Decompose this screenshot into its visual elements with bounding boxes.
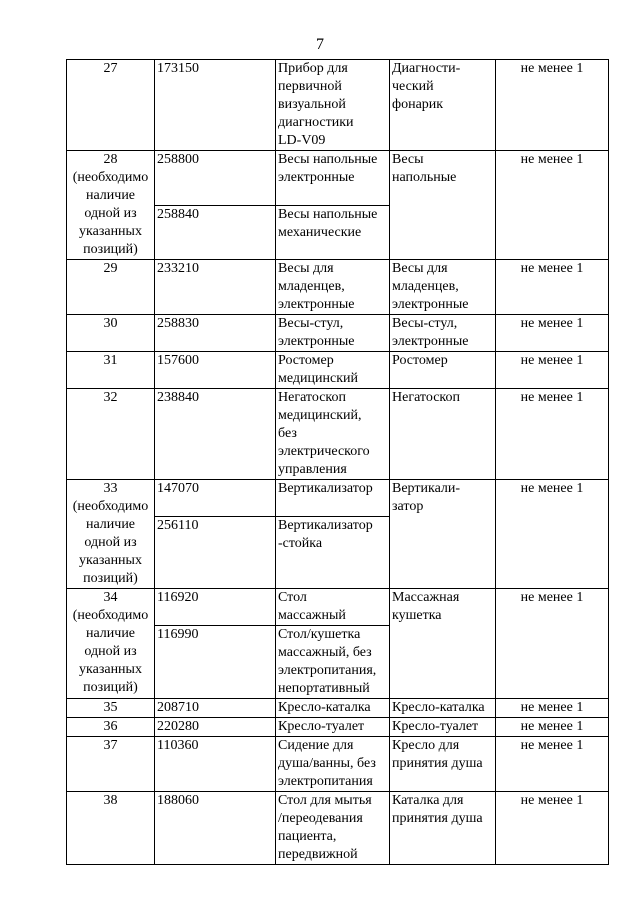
cell-text-line: душа/ванны, без: [278, 756, 376, 771]
cell-text-line: наличие: [85, 517, 136, 532]
cell-text-line: 116990: [157, 627, 199, 642]
cell-text-line: Вертикализатор: [278, 517, 373, 533]
cell-text-line: Стол для мытья: [278, 793, 372, 808]
cell-text-line: не менее 1: [520, 481, 584, 496]
cell-text-line: диагностики: [278, 115, 354, 130]
cell-text-line: электронные: [278, 170, 355, 185]
cell-text-line: кушетка: [392, 608, 442, 623]
code-cell: [155, 151, 276, 206]
type-cell: [390, 792, 496, 865]
cell-text-line: Весы для: [278, 261, 334, 276]
cell-text-line: передвижной: [278, 847, 358, 862]
cell-text-line: Весы-стул,: [392, 316, 458, 331]
cell-text-line: Весы для: [392, 261, 448, 276]
cell-text-line: 34: [103, 590, 118, 605]
name-cell: [276, 205, 390, 260]
cell-text-line: фонарик: [392, 97, 444, 112]
cell-text-line: не менее 1: [520, 738, 584, 753]
table-row: [67, 389, 609, 480]
cell-text-line: Массажная: [392, 590, 460, 605]
cell-text-line: Диагности-: [392, 61, 461, 76]
code-cell: [155, 718, 276, 737]
cell-text-line: Кресло-туалет: [278, 719, 365, 734]
cell-text-line: механические: [278, 224, 362, 240]
cell-text-line: Стол/кушетка: [278, 627, 361, 642]
code-cell: [155, 516, 276, 588]
cell-text-line: одной из: [84, 535, 137, 550]
cell-text-line: 32: [103, 390, 118, 405]
quantity-cell: [496, 260, 609, 315]
cell-text-line: не менее 1: [520, 61, 584, 76]
cell-text-line: указанных: [79, 662, 142, 677]
name-cell: [276, 737, 390, 792]
cell-text-line: 220280: [157, 719, 199, 734]
cell-text-line: одной из: [84, 206, 137, 221]
table-row: [67, 315, 609, 352]
item-number-cell: [67, 737, 155, 792]
code-cell: [155, 589, 276, 626]
table-row: [67, 792, 609, 865]
item-number-cell: [67, 260, 155, 315]
cell-text-line: 258830: [157, 316, 199, 331]
cell-text-line: управления: [278, 462, 347, 477]
type-cell: [390, 480, 496, 589]
name-cell: [276, 260, 390, 315]
cell-text-line: не менее 1: [520, 152, 584, 167]
type-cell: [390, 389, 496, 480]
quantity-cell: [496, 792, 609, 865]
cell-text-line: 116920: [157, 590, 199, 605]
cell-text-line: электронные: [392, 334, 469, 349]
code-cell: [155, 792, 276, 865]
code-cell: [155, 315, 276, 352]
name-cell: [276, 389, 390, 480]
cell-text-line: массажный: [278, 608, 346, 623]
item-number-cell: [67, 151, 155, 260]
quantity-cell: [496, 352, 609, 389]
cell-text-line: указанных: [79, 224, 142, 239]
cell-text-line: не менее 1: [520, 261, 584, 276]
cell-text-line: 36: [103, 719, 118, 734]
type-cell: [390, 352, 496, 389]
cell-text-line: 188060: [157, 793, 199, 808]
cell-text-line: не менее 1: [520, 700, 584, 715]
cell-text-line: напольные: [392, 170, 457, 185]
cell-text-line: 173150: [157, 61, 199, 76]
cell-text-line: Кресло-каталка: [278, 700, 371, 715]
item-number-cell: [67, 718, 155, 737]
cell-text-line: (необходимо: [72, 499, 149, 514]
cell-text-line: 258840: [157, 206, 199, 222]
cell-text-line: не менее 1: [520, 353, 584, 368]
table-row: [67, 352, 609, 389]
cell-text-line: -стойка: [278, 535, 323, 551]
cell-text-line: без: [278, 426, 297, 441]
cell-text-line: 38: [103, 793, 118, 808]
code-cell: [155, 737, 276, 792]
name-cell: [276, 626, 390, 699]
cell-text-line: принятия душа: [392, 811, 483, 826]
cell-text-line: 238840: [157, 390, 199, 405]
cell-text-line: Кресло-туалет: [392, 719, 479, 734]
name-cell: [276, 718, 390, 737]
cell-text-line: Каталка для: [392, 793, 464, 808]
name-cell: [276, 516, 390, 588]
cell-text-line: (необходимо: [72, 170, 149, 185]
cell-text-line: Стол: [278, 590, 307, 605]
cell-text-line: /переодевания: [278, 811, 363, 826]
cell-text-line: не менее 1: [520, 316, 584, 331]
table-row: [67, 699, 609, 718]
code-cell: [155, 480, 276, 517]
table-row: [67, 589, 609, 626]
cell-text-line: электронные: [278, 297, 355, 312]
cell-text-line: медицинский: [278, 371, 358, 386]
cell-text-line: LD-V09: [278, 133, 326, 148]
cell-text-line: затор: [392, 499, 424, 514]
name-cell: [276, 315, 390, 352]
type-cell: [390, 589, 496, 699]
equipment-table: [66, 59, 609, 865]
cell-text-line: 30: [103, 316, 118, 331]
cell-text-line: 31: [103, 353, 118, 368]
quantity-cell: [496, 315, 609, 352]
cell-text-line: пациента,: [278, 829, 337, 844]
cell-text-line: принятия душа: [392, 756, 483, 771]
cell-text-line: указанных: [79, 553, 142, 568]
quantity-cell: [496, 60, 609, 151]
name-cell: [276, 699, 390, 718]
name-cell: [276, 589, 390, 626]
cell-text-line: электрического: [278, 444, 370, 459]
page-number: 7: [316, 36, 324, 53]
table-row: [67, 151, 609, 206]
cell-text-line: электронные: [278, 334, 355, 349]
cell-text-line: Сидение для: [278, 738, 354, 753]
cell-text-line: позиций): [83, 680, 138, 695]
cell-text-line: ческий: [392, 79, 434, 94]
cell-text-line: Весы напольные: [278, 206, 378, 222]
cell-text-line: 37: [103, 738, 118, 753]
cell-text-line: наличие: [85, 188, 136, 203]
cell-text-line: массажный, без: [278, 645, 372, 660]
cell-text-line: электропитания: [278, 774, 373, 789]
type-cell: [390, 60, 496, 151]
equipment-table-body: [67, 60, 609, 865]
cell-text-line: Прибор для: [278, 61, 348, 76]
cell-text-line: 35: [103, 700, 118, 715]
type-cell: [390, 260, 496, 315]
code-cell: [155, 205, 276, 260]
cell-text-line: визуальной: [278, 97, 346, 112]
cell-text-line: Негатоскоп: [392, 390, 460, 405]
code-cell: [155, 260, 276, 315]
item-number-cell: [67, 792, 155, 865]
cell-text-line: не менее 1: [520, 719, 584, 734]
cell-text-line: 157600: [157, 353, 199, 368]
cell-text-line: Вертикализатор: [278, 481, 373, 496]
cell-text-line: электропитания,: [278, 663, 377, 678]
cell-text-line: 233210: [157, 261, 199, 276]
cell-text-line: 110360: [157, 738, 199, 753]
item-number-cell: [67, 699, 155, 718]
type-cell: [390, 315, 496, 352]
table-row: [67, 737, 609, 792]
cell-text-line: Вертикали-: [392, 481, 461, 496]
cell-text-line: не менее 1: [520, 590, 584, 605]
quantity-cell: [496, 389, 609, 480]
cell-text-line: Кресло для: [392, 738, 460, 753]
type-cell: [390, 737, 496, 792]
item-number-cell: [67, 589, 155, 699]
cell-text-line: не менее 1: [520, 793, 584, 808]
name-cell: [276, 480, 390, 517]
name-cell: [276, 352, 390, 389]
type-cell: [390, 718, 496, 737]
cell-text-line: непортативный: [278, 681, 370, 696]
cell-text-line: электронные: [392, 297, 469, 312]
cell-text-line: медицинский,: [278, 408, 362, 423]
quantity-cell: [496, 589, 609, 699]
code-cell: [155, 626, 276, 699]
cell-text-line: младенцев,: [392, 279, 459, 294]
cell-text-line: первичной: [278, 79, 342, 94]
code-cell: [155, 389, 276, 480]
cell-text-line: наличие: [85, 626, 136, 641]
table-row: [67, 260, 609, 315]
code-cell: [155, 352, 276, 389]
cell-text-line: (необходимо: [72, 608, 149, 623]
cell-text-line: 29: [103, 261, 118, 276]
table-row: [67, 480, 609, 517]
cell-text-line: 147070: [157, 481, 199, 496]
item-number-cell: [67, 352, 155, 389]
cell-text-line: Ростомер: [278, 353, 334, 368]
name-cell: [276, 60, 390, 151]
quantity-cell: [496, 480, 609, 589]
cell-text-line: Ростомер: [392, 353, 448, 368]
name-cell: [276, 792, 390, 865]
item-number-cell: [67, 480, 155, 589]
cell-text-line: Весы: [392, 152, 424, 167]
item-number-cell: [67, 315, 155, 352]
cell-text-line: 27: [103, 61, 118, 76]
cell-text-line: 33: [103, 481, 118, 496]
code-cell: [155, 699, 276, 718]
table-row: [67, 60, 609, 151]
cell-text-line: одной из: [84, 644, 137, 659]
type-cell: [390, 699, 496, 718]
quantity-cell: [496, 737, 609, 792]
code-cell: [155, 60, 276, 151]
cell-text-line: 258800: [157, 152, 199, 167]
type-cell: [390, 151, 496, 260]
name-cell: [276, 151, 390, 206]
quantity-cell: [496, 699, 609, 718]
cell-text-line: Кресло-каталка: [392, 700, 485, 715]
quantity-cell: [496, 151, 609, 260]
cell-text-line: 256110: [157, 517, 199, 533]
quantity-cell: [496, 718, 609, 737]
table-row: [67, 718, 609, 737]
cell-text-line: Весы напольные: [278, 152, 378, 167]
cell-text-line: позиций): [83, 571, 138, 586]
cell-text-line: не менее 1: [520, 390, 584, 405]
cell-text-line: 208710: [157, 700, 199, 715]
item-number-cell: [67, 389, 155, 480]
item-number-cell: [67, 60, 155, 151]
cell-text-line: 28: [103, 152, 118, 167]
cell-text-line: Негатоскоп: [278, 390, 346, 405]
cell-text-line: Весы-стул,: [278, 316, 344, 331]
cell-text-line: младенцев,: [278, 279, 345, 294]
cell-text-line: позиций): [83, 242, 138, 257]
